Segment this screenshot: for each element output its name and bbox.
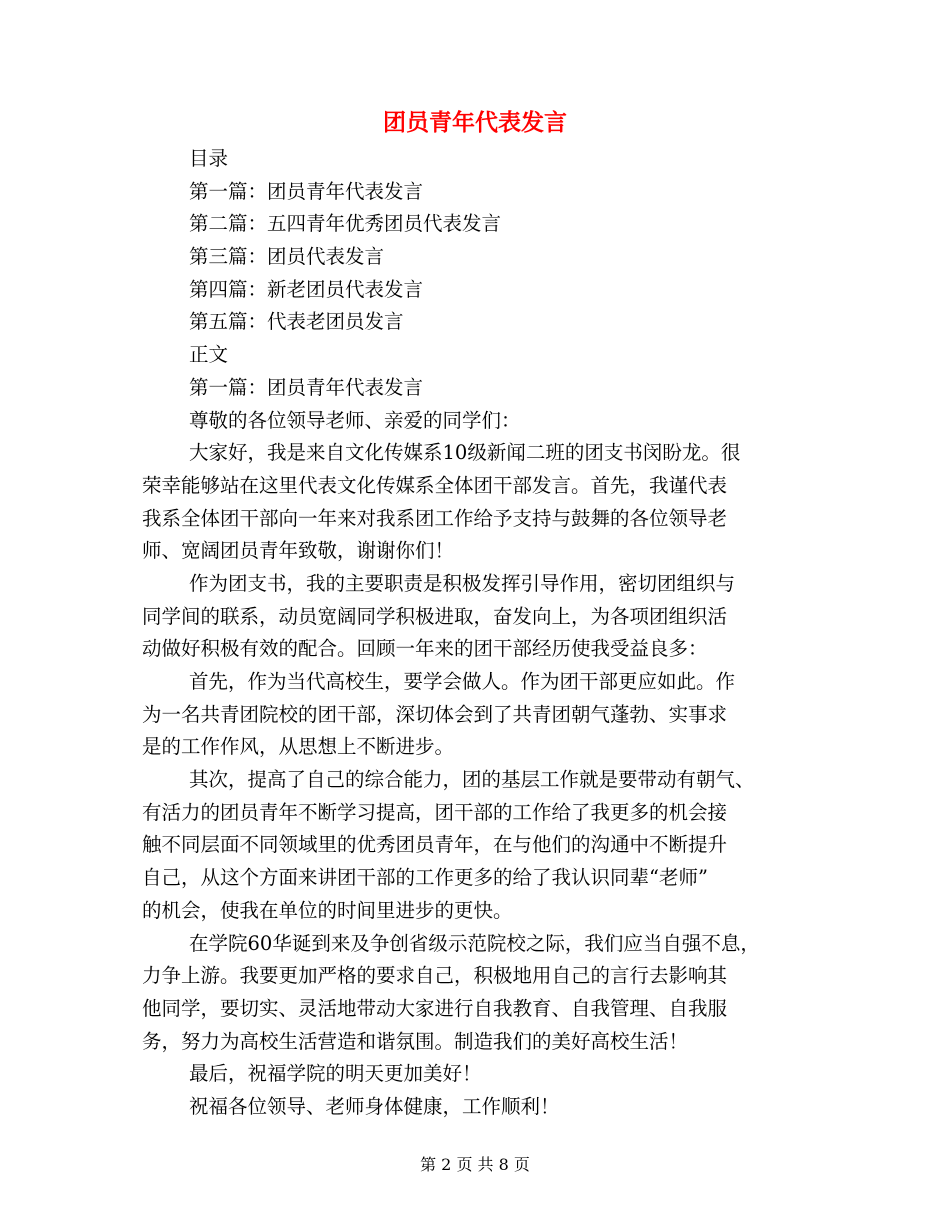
text-line: 大家好，我是来自文化传媒系10级新闻二班的团支书闵盼龙。很 [189,441,741,465]
text-line: 正文 [189,343,229,367]
text-line: 其次，提高了自己的综合能力，团的基层工作就是要带动有朝气、 [189,768,755,792]
text-line: 师、宽阔团员青年致敬，谢谢你们！ [142,539,455,563]
text-line: 有活力的团员青年不断学习提高，团干部的工作给了我更多的机会接 [142,800,728,824]
text-line: 第五篇：代表老团员发言 [189,310,404,334]
text-line: 务，努力为高校生活营造和谐氛围。制造我们的美好高校生活！ [142,1029,689,1053]
text-line: 尊敬的各位领导老师、亲爱的同学们： [189,408,521,432]
text-line: 荣幸能够站在这里代表文化传媒系全体团干部发言。首先，我谨代表 [142,473,728,497]
text-line: 的机会，使我在单位的时间里进步的更快。 [142,898,513,922]
text-line: 触不同层面不同领域里的优秀团员青年，在与他们的沟通中不断提升 [142,833,728,857]
text-line: 是的工作作风，从思想上不断进步。 [142,735,455,759]
text-line: 自己，从这个方面来讲团干部的工作更多的给了我认识同辈“老师” [142,866,708,890]
text-line: 动做好积极有效的配合。回顾一年来的团干部经历使我受益良多： [142,637,708,661]
document-body [142,143,822,1124]
document-title: 团员青年代表发言 [383,110,567,136]
page-footer: 第 2 页 共 8 页 [420,1155,530,1174]
text-line: 第四篇：新老团员代表发言 [189,277,424,301]
text-line: 第一篇：团员青年代表发言 [189,375,424,399]
text-line: 第三篇：团员代表发言 [189,245,385,269]
text-line: 同学间的联系，动员宽阔同学积极进取，奋发向上，为各项团组织活 [142,604,728,628]
text-line: 我系全体团干部向一年来对我系团工作给予支持与鼓舞的各位领导老 [142,506,728,530]
text-line: 力争上游。我要更加严格的要求自己，积极地用自己的言行去影响其 [142,964,728,988]
text-line: 第一篇：团员青年代表发言 [189,179,424,203]
text-line: 在学院60华诞到来及争创省级示范院校之际，我们应当自强不息， [189,931,760,955]
text-line: 最后，祝福学院的明天更加美好！ [189,1062,482,1086]
text-line: 为一名共青团院校的团干部，深切体会到了共青团朝气蓬勃、实事求 [142,702,728,726]
text-line: 作为团支书，我的主要职责是积极发挥引导作用，密切团组织与 [189,571,736,595]
text-line: 首先，作为当代高校生，要学会做人。作为团干部更应如此。作 [189,670,736,693]
text-line: 目录 [189,147,229,170]
text-line: 他同学，要切实、灵活地带动大家进行自我教育、自我管理、自我服 [142,996,728,1020]
text-line: 祝福各位领导、老师身体健康，工作顺利！ [189,1094,560,1118]
text-line: 第二篇：五四青年优秀团员代表发言 [189,212,502,236]
